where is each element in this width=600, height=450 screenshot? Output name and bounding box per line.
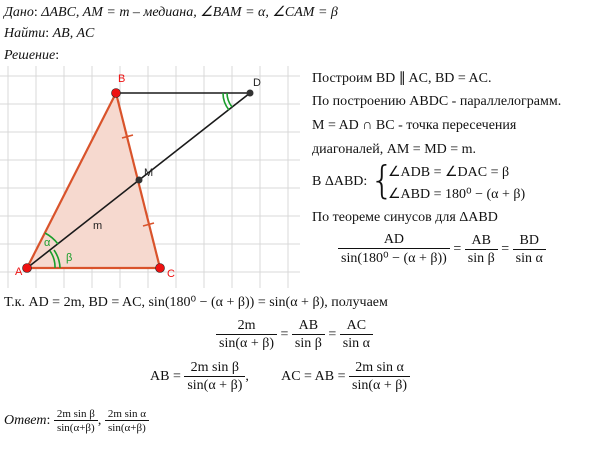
angle-adb-line: ∠ADB = ∠DAC = β	[388, 165, 510, 180]
result-equations: AB = $\frac{\text{2m sin β}}{\sin(\alpha + \beta)}$ , AC = AB = $\frac{\text{2m sin α}}{\sin(\alpha + \beta)}$	[150, 360, 410, 394]
label-a: A	[15, 266, 23, 278]
ab-prefix: AB =	[150, 369, 181, 385]
point-b	[112, 89, 121, 98]
given-label: Дано	[4, 5, 34, 20]
geometry-figure	[0, 66, 300, 288]
angle-d-arc-2	[227, 93, 232, 107]
construction-line: Построим BD ∥ AC, BD = AC.	[312, 71, 492, 86]
triangle-abd-prefix: В ΔABD:	[312, 174, 368, 189]
find-line: Найти: AB, AC	[4, 26, 95, 41]
given-text: ΔABC, AM = m – медиана, ∠BAM = α, ∠CAM = β	[41, 5, 338, 20]
fraction-ab-2: $\frac{AB}{\text{sin β}}$	[292, 318, 325, 352]
find-text: AB, AC	[52, 26, 95, 41]
fraction-ab: $\frac{AB}{\text{sin β}}$	[465, 233, 498, 267]
answer-line: Ответ: $\frac{\text{2m sin β}}{\sin(\alpha+\beta)}$ , $\frac{\text{2m sin α}}{\sin(\alpha+\beta)}$	[4, 408, 149, 434]
label-m-length: m	[93, 220, 103, 232]
solution-line: Решение:	[4, 48, 60, 63]
parallelogram-line: По построению ABDC - параллелограмм.	[312, 94, 562, 109]
label-b: B	[118, 73, 126, 85]
label-beta: β	[66, 252, 73, 264]
given-line: Дано: ΔABC, AM = m – медиана, ∠BAM = α, ∠CAM = β	[4, 5, 338, 20]
fraction-ab-result: $\frac{\text{2m sin β}}{\sin(\alpha + \beta)}$	[184, 360, 245, 394]
solution-label: Решение	[4, 48, 56, 63]
fraction-ac: $\frac{AC}{\text{sin α}}$	[340, 318, 373, 352]
diagonals-line: диагоналей, AM = MD = m.	[312, 142, 477, 157]
label-c: C	[167, 268, 175, 280]
fraction-bd: $\frac{BD}{\text{sin α}}$	[513, 233, 546, 267]
since-line: Т.к. AD = 2m, BD = AC, sin(180⁰ − (α + β)) = sin(α + β), получаем	[4, 295, 388, 310]
system-brace: {	[370, 158, 395, 202]
label-alpha: α	[44, 237, 51, 249]
label-d: D	[253, 77, 261, 89]
ratio-equation: $\frac{2m}{\sin(\alpha + \beta)}$ = $\frac{AB}{\text{sin β}}$ = $\frac{AC}{\text{sin α}}$	[216, 318, 373, 352]
point-c	[156, 264, 165, 273]
law-of-sines: $\frac{AD}{\text{sin(180⁰ − (α + β))}}$ = $\frac{AB}{\text{sin β}}$ = $\frac{BD}{\text{sin α}}$	[338, 232, 546, 267]
label-m: M	[144, 167, 154, 179]
fraction-2m: $\frac{2m}{\sin(\alpha + \beta)}$	[216, 318, 277, 352]
fraction-ad: $\frac{AD}{\text{sin(180⁰ − (α + β))}}$	[338, 232, 450, 267]
point-a	[23, 264, 32, 273]
find-label: Найти	[4, 26, 46, 41]
ac-prefix: AC = AB =	[281, 369, 346, 385]
answer-label: Ответ	[4, 413, 47, 429]
fraction-ac-result: $\frac{\text{2m sin α}}{\sin(\alpha + \beta)}$	[349, 360, 410, 394]
point-m	[136, 177, 143, 184]
angle-abd-line: ∠ABD = 180⁰ − (α + β)	[388, 187, 526, 202]
answer-fraction-ab: $\frac{\text{2m sin β}}{\sin(\alpha+\beta)}$	[54, 408, 98, 434]
answer-fraction-ac: $\frac{\text{2m sin α}}{\sin(\alpha+\beta)}$	[105, 408, 149, 434]
point-d	[247, 90, 254, 97]
intersection-line: M = AD ∩ BC - точка пересечения	[312, 118, 517, 133]
sine-theorem-line: По теореме синусов для ΔABD	[312, 210, 498, 225]
